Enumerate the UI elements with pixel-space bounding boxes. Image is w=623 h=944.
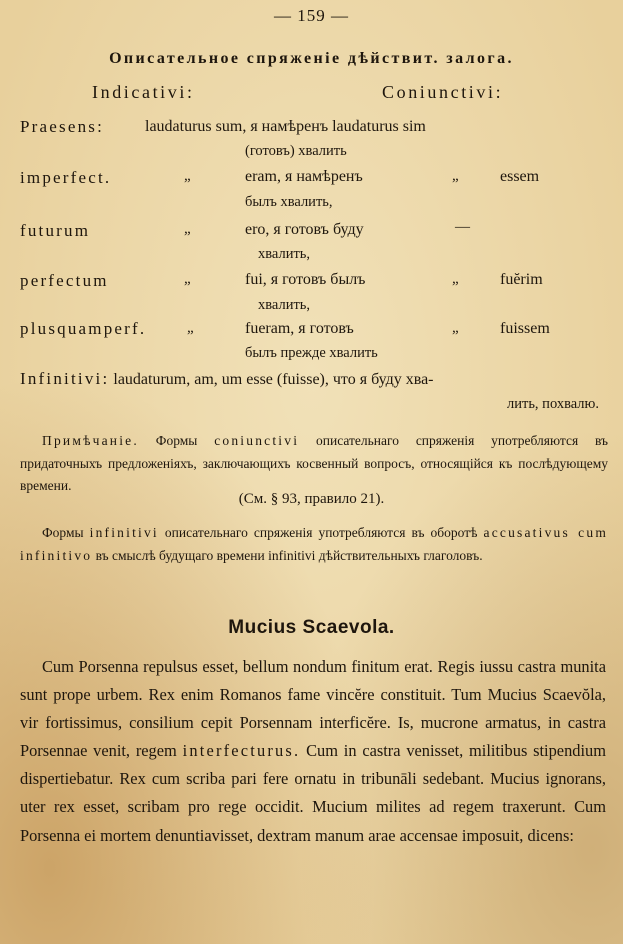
section-heading: Описательное спряженіе дѣйствит. залога. xyxy=(109,50,514,67)
passage-paragraph xyxy=(20,653,606,850)
note-term: infinitivi xyxy=(89,525,159,540)
row-subtext-futurum: хвалить, xyxy=(258,246,311,262)
ditto-mark: „ xyxy=(452,168,459,184)
row-text-perfectum: fui, я готовъ былъ xyxy=(245,271,366,288)
infinitive-line xyxy=(20,369,434,389)
row-subtext-plusquamperf: былъ прежде хвалить xyxy=(245,345,378,361)
infinitive-label: Infinitivi: xyxy=(20,369,110,388)
note-text: Формы xyxy=(155,433,198,448)
page-number: — 159 — xyxy=(274,6,349,25)
row-text-plusquamperf: fueram, я готовъ xyxy=(245,320,354,337)
rule-reference: (См. § 93, правило 21). xyxy=(238,491,385,507)
note-text: описательнаго спряженія употребляются въ оборотѣ xyxy=(164,525,478,540)
row-label-imperfect: imperfect. xyxy=(20,168,112,187)
row-label-perfectum: perfectum xyxy=(20,271,109,290)
note-text: Формы xyxy=(42,525,84,540)
ditto-mark: „ xyxy=(184,271,191,287)
row-text-praesens: laudaturus sum, я намѣренъ laudaturus sim xyxy=(145,118,426,135)
note-paragraph xyxy=(20,430,608,498)
passage-title: Mucius Scaevola. xyxy=(228,617,395,638)
row-conj-perfectum: fuĕrim xyxy=(500,271,543,288)
note-text: описательнаго спряженія употребляются въ придаточныхъ предложеніяхъ, заключающихъ косвенный вопросъ, относящійся къ послѣдующему времени. xyxy=(20,433,609,493)
ditto-mark: „ xyxy=(452,320,459,336)
note-text: въ смыслѣ будущаго времени infinitivi дѣйствительныхъ глаголовъ. xyxy=(95,547,483,563)
ditto-mark: „ xyxy=(184,221,191,237)
row-subtext-perfectum: хвалить, xyxy=(258,297,311,313)
row-label-futurum: futurum xyxy=(20,221,91,240)
passage-text: Cum in castra venisset, militibus stipendium dispertiebatur. Rex cum scriba pari fere ornatu in tribunāli sedebant. Mucius ignorans, uter rex esset, scribam pro rege occidit. Mucium milites ad regem traxerunt. Cum Porsenna ei mortem denuntiavisset, dextram manum arae accensae imposuit, dicens: xyxy=(20,741,606,845)
note-label: Примѣчаніе. xyxy=(42,433,139,448)
row-label-praesens: Praesens: xyxy=(20,117,105,136)
row-conj-imperfect: essem xyxy=(500,168,540,185)
note-term: accusativus cum infinitivo xyxy=(20,525,609,563)
infinitive-text: laudaturum, am, um esse (fuisse), что я буду хва- xyxy=(113,371,434,388)
row-text-imperfect: eram, я намѣренъ xyxy=(245,168,363,185)
row-subtext-imperfect: былъ хвалить, xyxy=(245,194,333,210)
row-text-futurum: ero, я готовъ буду xyxy=(245,221,364,238)
passage-term: interfecturus. xyxy=(182,741,301,761)
ditto-mark: „ xyxy=(452,271,459,287)
passage-text: Cum Porsenna repulsus esset, bellum nondum finitum erat. Regis iussu castra munita sunt prope urbem. Rex enim Romanos fame vincĕre constituit. Tum Mucius Scaevŏla, vir fortissimus, consilium cepit Porsennam interficĕre. Is, mucrone armatus, in castra Porsennae venit, regem xyxy=(20,657,606,761)
column-heading-indicative: Indicativi: xyxy=(92,82,195,102)
row-subtext-praesens: (готовъ) хвалить xyxy=(245,143,347,159)
note-paragraph-2 xyxy=(20,522,608,567)
note-term: coniunctivi xyxy=(214,433,300,448)
column-heading-conjunctive: Coniunctivi: xyxy=(382,82,504,102)
ditto-mark: „ xyxy=(184,168,191,184)
infinitive-text-continued: лить, похвалю. xyxy=(506,396,599,412)
ditto-mark: „ xyxy=(187,320,194,336)
row-label-plusquamperf: plusquamperf. xyxy=(20,319,147,338)
dash-mark: — xyxy=(455,219,470,235)
latin-passage xyxy=(20,653,606,850)
row-conj-plusquamperf: fuissem xyxy=(500,320,550,337)
